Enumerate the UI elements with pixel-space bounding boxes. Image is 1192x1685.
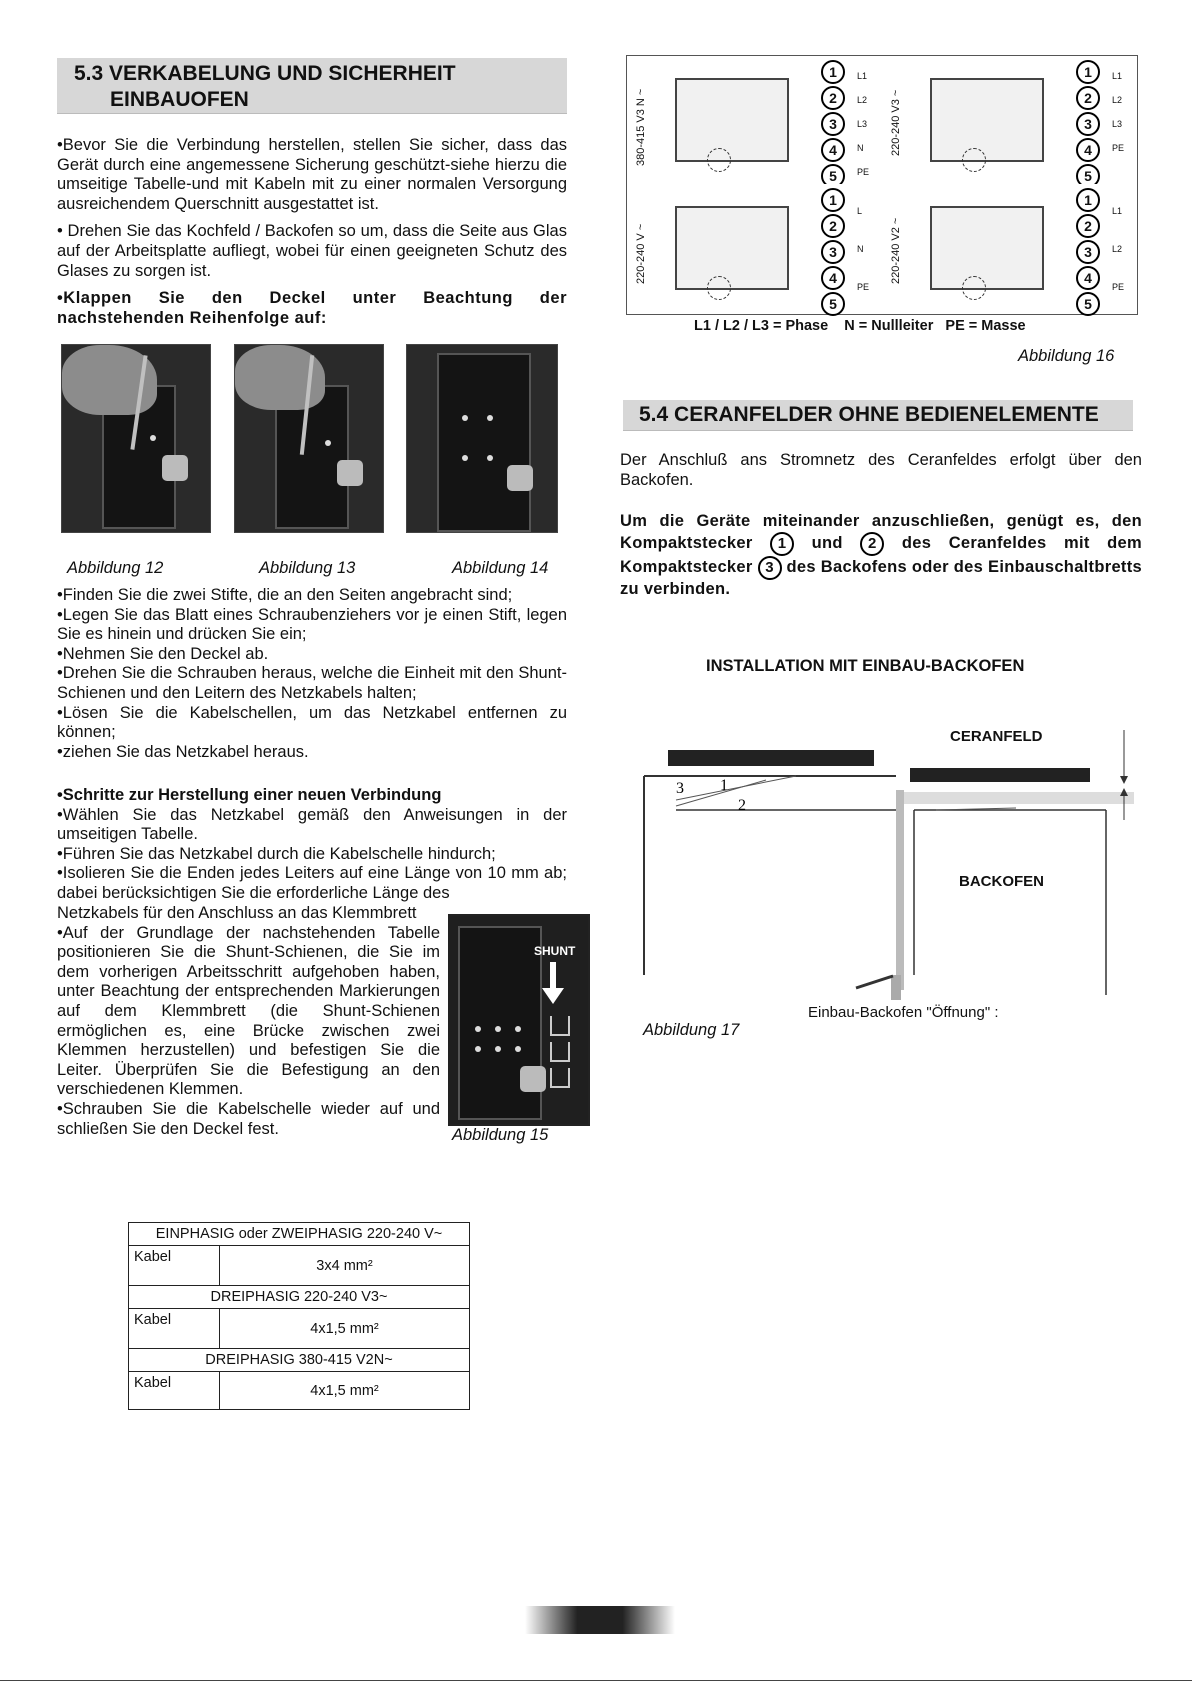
shunt-bracket-icon: [550, 1042, 570, 1062]
step-item: •ziehen Sie das Netzkabel heraus.: [57, 742, 309, 761]
side-label: L2: [1112, 95, 1123, 105]
step-item: •Drehen Sie die Schrauben heraus, welche die Einheit mit den Shunt-Schienen und den Leitern des Netzkabels halten;: [57, 664, 567, 702]
side-label: L: [857, 206, 863, 216]
step-item: •Lösen Sie die Kabelschellen, um das Netzkabel entfernen zu können;: [57, 703, 567, 742]
side-label: L1: [857, 71, 868, 81]
new-conn-step: Netzkabels für den Anschluss an das Klemmbrett: [57, 904, 417, 922]
plug-icon: [707, 276, 731, 300]
side-label: PE: [1112, 282, 1125, 292]
plug-icon: [707, 148, 731, 172]
side-label: N: [857, 143, 864, 153]
terminal-block-icon: [675, 206, 789, 290]
side-label: L2: [1112, 244, 1123, 254]
side-label: L1: [1112, 206, 1123, 216]
side-label: L2: [857, 95, 868, 105]
panel-voltage: 220-240 V ~: [635, 223, 647, 284]
panel-voltage: 220-240 V3 ~: [890, 89, 902, 156]
installation-diagram: [636, 720, 1136, 1010]
circled-2-icon: 2: [860, 532, 884, 556]
table-value: 4x1,5 mm²: [220, 1372, 470, 1410]
label-backofen: BACKOFEN: [959, 873, 1044, 890]
wiring-panel-1: [627, 56, 883, 185]
new-conn-step: •Wählen Sie das Netzkabel gemäß den Anweisungen in der umseitigen Tabelle.: [57, 805, 567, 844]
table-header: DREIPHASIG 380-415 V2N~: [129, 1349, 470, 1372]
table-label: Kabel: [129, 1246, 220, 1286]
caption-abbildung-14: Abbildung 14: [452, 559, 549, 577]
shunt-bracket-icon: [550, 1068, 570, 1088]
shunt-bracket-icon: [550, 1016, 570, 1036]
caption-abbildung-17: Abbildung 17: [643, 1021, 740, 1039]
new-conn-step: •Führen Sie das Netzkabel durch die Kabelschelle hindurch;: [57, 844, 496, 863]
step-item: •Legen Sie das Blatt eines Schraubenziehers vor je einen Stift, legen Sie es hinein und drücken Sie ein;: [57, 605, 567, 644]
side-labels: [1112, 192, 1124, 306]
side-label: L1: [1112, 71, 1123, 81]
wiring-diagram-grid: [626, 55, 1138, 315]
cable-table: [128, 1222, 470, 1410]
diag-num-3: 3: [676, 780, 684, 797]
para-compact-plug: [620, 512, 1142, 599]
page-number-bar: [525, 1606, 675, 1634]
terminal-block-icon: [930, 206, 1044, 290]
table-label: Kabel: [129, 1372, 220, 1410]
new-conn-step: •Isolieren Sie die Enden jedes Leiters auf eine Länge von 10 mm ab; dabei berücksichtigen Sie die erforderliche Länge des: [57, 864, 567, 902]
intro-text: [57, 136, 567, 336]
para-open-lid: •Klappen Sie den Deckel unter Beachtung der nachstehenden Reihenfolge auf:: [57, 289, 567, 327]
circled-1-icon: 1: [770, 532, 794, 556]
new-connection-title: •Schritte zur Herstellung einer neuen Verbindung: [57, 786, 442, 804]
side-label: L3: [1112, 119, 1123, 129]
caption-abbildung-16: Abbildung 16: [1018, 347, 1115, 365]
text-part: des Backofens oder des Einbauschaltbretts zu verbinden.: [620, 557, 1142, 598]
side-label: PE: [857, 282, 870, 292]
side-labels: [1112, 64, 1124, 160]
caption-abbildung-12: Abbildung 12: [67, 559, 164, 577]
terminal-column: 1 2 3 4 5: [1076, 188, 1100, 318]
side-label: L3: [857, 119, 868, 129]
arrow-down-icon: [550, 962, 556, 990]
table-header: EINPHASIG oder ZWEIPHASIG 220-240 V~: [129, 1223, 470, 1246]
side-labels: [857, 64, 869, 184]
table-header: DREIPHASIG 220-240 V3~: [129, 1286, 470, 1309]
panel-voltage: 380-415 V3 N ~: [635, 88, 647, 166]
side-label: PE: [857, 167, 870, 177]
terminal-column: 1 2 3 4 5: [1076, 60, 1100, 190]
plug-icon: [962, 148, 986, 172]
side-label: N: [857, 244, 864, 254]
cooktop-right-icon: [910, 768, 1090, 782]
terminal-block-icon: [930, 78, 1044, 162]
section-title-line2: EINBAUOFEN: [110, 88, 249, 111]
caption-abbildung-13: Abbildung 13: [259, 559, 356, 577]
circled-3-icon: 3: [758, 556, 782, 580]
install-title: INSTALLATION MIT EINBAU-BACKOFEN: [706, 657, 1025, 675]
shunt-label: SHUNT: [534, 944, 576, 958]
table-value: 3x4 mm²: [220, 1246, 470, 1286]
step-item: •Nehmen Sie den Deckel ab.: [57, 644, 269, 663]
new-conn-step: •Schrauben Sie die Kabelschelle wieder auf und schließen Sie den Deckel fest.: [57, 1099, 440, 1138]
label-ceranfeld: CERANFELD: [950, 728, 1043, 745]
cooktop-left-icon: [668, 750, 874, 766]
section-title-line1: 5.3 VERKABELUNG UND SICHERHEIT: [74, 62, 456, 85]
bottom-rule: [0, 1680, 1192, 1681]
side-label: PE: [1112, 143, 1125, 153]
connection-text: [620, 451, 1142, 607]
panel-voltage: 220-240 V2 ~: [890, 217, 902, 284]
para-fuse: •Bevor Sie die Verbindung herstellen, stellen Sie sicher, dass das Gerät durch eine angemessene Sicherung geschützt-siehe hierzu die umseitige Tabelle-und mit Kabeln mit zu einer normalen Versorgung ausreichendem Querschnitt ausgestattet ist.: [57, 136, 567, 213]
photo-abbildung-12: [61, 344, 211, 533]
wiring-panel-4: [882, 184, 1137, 314]
caption-abbildung-15: Abbildung 15: [452, 1126, 549, 1144]
photo-abbildung-14: [406, 344, 558, 533]
new-connection-narrow: [57, 904, 440, 1139]
wiring-panel-3: [627, 184, 883, 314]
section-header-5-3: [57, 58, 567, 114]
para-turn: • Drehen Sie das Kochfeld / Backofen so um, dass die Seite aus Glas auf der Arbeitsplatte aufliegt, wobei für einen geeigneten Schutz des Glases zu sorgen ist.: [57, 222, 567, 280]
text-part: und: [811, 533, 843, 552]
terminal-block-icon: [675, 78, 789, 162]
diag-num-2: 2: [738, 797, 746, 814]
para-connection: Der Anschluß ans Stromnetz des Ceranfeldes erfolgt über den Backofen.: [620, 451, 1142, 489]
text-part: des Ceranfeldes mit dem Kompaktstecker: [620, 533, 1142, 576]
table-value: 4x1,5 mm²: [220, 1309, 470, 1349]
arrow-head: [542, 988, 564, 1004]
table-label: Kabel: [129, 1309, 220, 1349]
new-connection-block: [57, 786, 567, 904]
text-part: Um die Geräte miteinander anzuschließen, genügt es, den Kompaktstecker: [620, 512, 1142, 552]
wiring-legend: L1 / L2 / L3 = Phase N = Nullleiter PE = Masse: [694, 318, 1026, 334]
terminal-column: 1 2 3 4 5: [821, 188, 845, 318]
new-conn-step: •Auf der Grundlage der nachstehenden Tabelle positionieren Sie die Shunt-Schienen, die Sie im dem vorherigen Arbeitsschritt aufgehoben haben, unter Beachtung der entsprechenden Markierungen auf dem Klemmbrett (die Shunt-Schienen ermöglichen es, eine Brücke zwischen zwei Klemmen herzustellen) und befestigen Sie die Leiter. Überprüfen Sie die Befestigung an den verschiedenen Klemmen.: [57, 923, 440, 1099]
diag-num-1: 1: [720, 777, 728, 794]
terminal-column: 1 2 3 4 5: [821, 60, 845, 190]
wiring-panel-2: [882, 56, 1137, 185]
label-opening: Einbau-Backofen "Öffnung" :: [808, 1004, 999, 1021]
section-header-5-4: [623, 400, 1133, 431]
side-labels: [857, 192, 869, 306]
step-item: •Finden Sie die zwei Stifte, die an den Seiten angebracht sind;: [57, 586, 513, 604]
photo-abbildung-13: [234, 344, 384, 533]
photo-abbildung-15: [448, 914, 590, 1126]
section-title-5-4: 5.4 CERANFELDER OHNE BEDIENELEMENTE: [639, 403, 1099, 426]
plug-icon: [962, 276, 986, 300]
removal-steps: [57, 586, 567, 762]
